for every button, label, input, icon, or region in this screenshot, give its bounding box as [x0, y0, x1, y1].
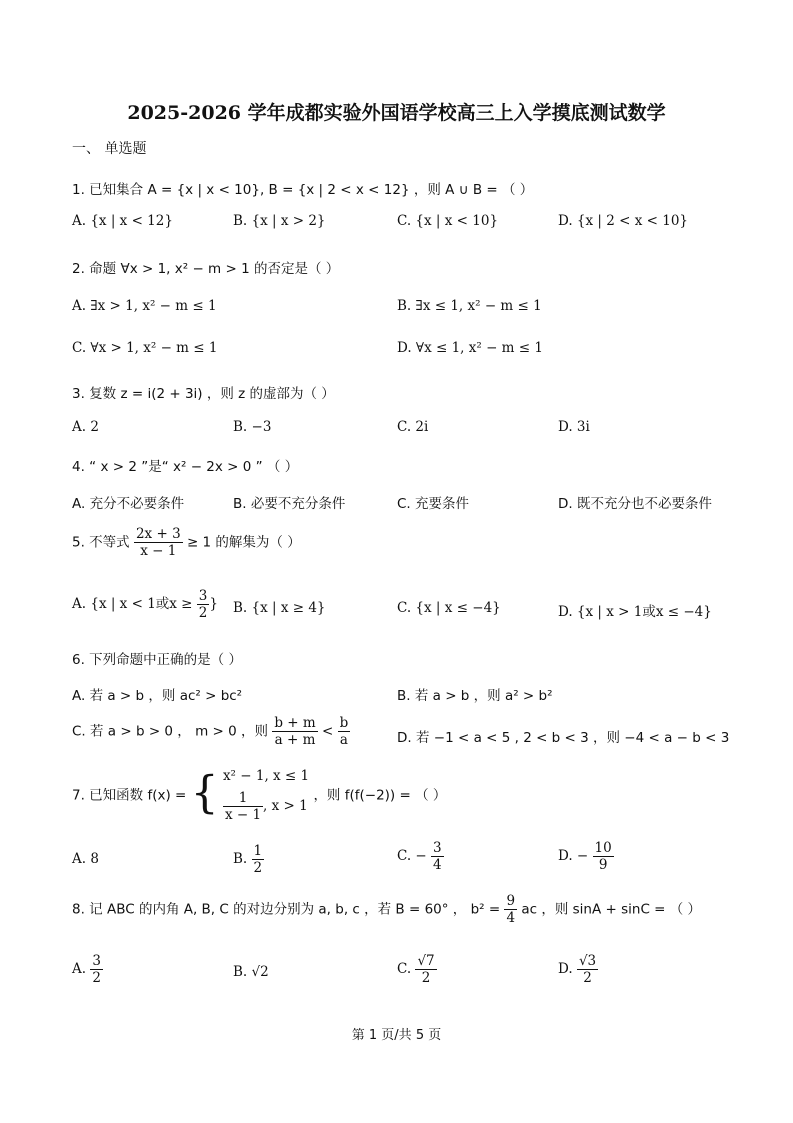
question-8-tail: ac ，则 sinA + sinC = （ ） [521, 901, 702, 918]
page-footer: 第 1 页/共 5 页 [351, 1028, 442, 1043]
piecewise-brace: { [190, 767, 219, 819]
fraction-numerator: 10 [594, 840, 612, 856]
question-1-option-b: B. {x | x > 2} [233, 213, 326, 229]
fraction-denominator: 9 [598, 857, 608, 874]
question-3-stem: 3. 复数 z = i(2 + 3i) ，则 z 的虚部为（ ） [72, 386, 335, 402]
question-6-option-c-fraction-right [338, 715, 351, 748]
question-8-option-c [397, 953, 437, 986]
question-7-option-c-fraction [431, 840, 444, 873]
question-6-option-b: B. 若 a > b ，则 a² > b² [397, 688, 553, 704]
question-5-option-d: D. {x | x > 1或x ≤ −4} [558, 604, 712, 620]
question-8-option-a [72, 953, 103, 986]
option-label: D. − [558, 848, 589, 865]
question-4-option-a: A. 充分不必要条件 [72, 496, 185, 512]
option-label: D. [558, 961, 573, 978]
question-2-option-b: B. ∃x ≤ 1, x² − m ≤ 1 [397, 298, 542, 314]
question-4-option-d: D. 既不充分也不必要条件 [558, 496, 712, 512]
question-2-option-c: C. ∀x > 1, x² − m ≤ 1 [72, 340, 218, 356]
question-6-option-c [72, 715, 350, 748]
question-5-fraction [134, 526, 183, 559]
question-7-option-d-fraction [593, 840, 614, 873]
fraction-denominator: x − 1 [224, 806, 262, 823]
question-7-label: 7. 已知函数 f(x) = [72, 787, 187, 804]
option-label: A. [72, 961, 87, 978]
question-5-option-b: B. {x | x ≥ 4} [233, 600, 326, 616]
option-label: C. [397, 961, 412, 978]
question-3-option-b: B. −3 [233, 419, 272, 435]
page-title: 2025-2026 学年成都实验外国语学校高三上入学摸底测试数学 [127, 102, 666, 124]
question-7-option-a: A. 8 [72, 851, 99, 867]
fraction-numerator: 3 [433, 840, 442, 856]
fraction-denominator: a + m [274, 732, 316, 749]
question-2-option-d: D. ∀x ≤ 1, x² − m ≤ 1 [397, 340, 543, 356]
question-6-option-c-fraction-left [272, 715, 317, 748]
question-3-option-d: D. 3i [558, 419, 590, 435]
question-5-option-c: C. {x | x ≤ −4} [397, 600, 501, 616]
question-6-option-c-label: C. 若 a > b > 0 ， m > 0 ，则 [72, 723, 269, 740]
question-8-option-d-fraction [577, 953, 598, 986]
question-7-option-b-fraction [252, 843, 265, 876]
option-label: C. − [397, 848, 427, 865]
question-5-option-a-num: 3 [198, 588, 208, 604]
fraction-denominator: 2 [583, 970, 592, 987]
question-5-denominator: x − 1 [140, 543, 177, 560]
question-4-stem: 4. “ x > 2 ”是“ x² − 2x > 0 ” （ ） [72, 459, 299, 475]
question-8-option-d [558, 953, 598, 986]
question-2-option-a: A. ∃x > 1, x² − m ≤ 1 [72, 298, 217, 314]
question-7-tail: ，则 f(f(−2)) = （ ） [313, 787, 447, 804]
fraction-numerator: √7 [417, 953, 435, 969]
question-8-text: 8. 记 ABC 的内角 A, B, C 的对边分别为 a, b, c ，若 B = 60° ， b² = [72, 901, 501, 918]
right-brace: } [209, 596, 218, 613]
question-3-option-a: A. 2 [72, 419, 99, 435]
piecewise-case-2 [223, 790, 309, 823]
question-3-option-c: C. 2i [397, 419, 429, 435]
fraction-denominator: 2 [421, 970, 431, 987]
fraction-numerator: 1 [223, 790, 263, 807]
option-label: B. [233, 851, 248, 868]
question-5-option-a [72, 588, 218, 621]
fraction-numerator: b [339, 715, 349, 731]
question-4-option-c: C. 充要条件 [397, 496, 470, 512]
question-4-option-b: B. 必要不充分条件 [233, 496, 346, 512]
piecewise-case-1: x² − 1, x ≤ 1 [222, 768, 310, 784]
question-6-stem: 6. 下列命题中正确的是（ ） [72, 652, 242, 668]
question-6-option-a: A. 若 a > b ，则 ac² > bc² [72, 688, 243, 704]
fraction-numerator: 1 [253, 843, 263, 859]
fraction-denominator: 2 [92, 970, 101, 987]
question-8-option-c-fraction [415, 953, 436, 986]
question-1-option-a: A. {x | x < 12} [72, 213, 173, 229]
question-8-fraction [504, 893, 517, 926]
fraction-denominator: 4 [506, 910, 516, 927]
fraction-numerator: √3 [578, 953, 597, 969]
fraction-numerator: b + m [274, 715, 316, 731]
question-5-stem [72, 526, 301, 559]
fraction-denominator: 4 [433, 857, 442, 874]
question-1-option-d: D. {x | 2 < x < 10} [558, 213, 689, 229]
question-7-option-d [558, 840, 614, 873]
left-brace: { [90, 596, 99, 613]
question-7-option-b [233, 843, 264, 876]
question-5-numerator: 2x + 3 [135, 526, 181, 542]
piecewise-case-2-fraction [223, 790, 263, 823]
piecewise-case-2-condition: , x > 1 [263, 797, 308, 814]
less-than-sign: < [321, 723, 334, 740]
question-5-option-a-den: 2 [198, 605, 208, 622]
question-5-tail: ≥ 1 的解集为（ ） [186, 534, 301, 551]
question-6-option-d: D. 若 −1 < a < 5 , 2 < b < 3 ，则 −4 < a − b < 3 [397, 730, 730, 746]
section-heading: 一、 单选题 [72, 141, 147, 157]
question-5-option-a-fraction [197, 588, 210, 621]
piecewise-cases [223, 764, 309, 823]
question-7-option-c [397, 840, 444, 873]
question-7-stem [72, 764, 446, 823]
question-8-stem [72, 893, 701, 926]
fraction-denominator: 2 [253, 860, 263, 877]
fraction-numerator: 9 [506, 893, 516, 909]
question-2-stem: 2. 命题 ∀x > 1, x² − m > 1 的否定是（ ） [72, 261, 340, 277]
question-5-label: 5. 不等式 [72, 534, 130, 551]
fraction-numerator: 3 [92, 953, 101, 969]
question-8-option-b: B. √2 [233, 964, 269, 980]
question-5-option-a-set: x | x < 1或x ≥ [98, 596, 193, 613]
question-5-option-a-label: A. [72, 596, 87, 613]
question-1-stem: 1. 已知集合 A = {x | x < 10}, B = {x | 2 < x < 12} ，则 A ∪ B = （ ） [72, 182, 534, 198]
question-1-option-c: C. {x | x < 10} [397, 213, 499, 229]
question-8-option-a-fraction [90, 953, 103, 986]
fraction-denominator: a [339, 732, 348, 749]
